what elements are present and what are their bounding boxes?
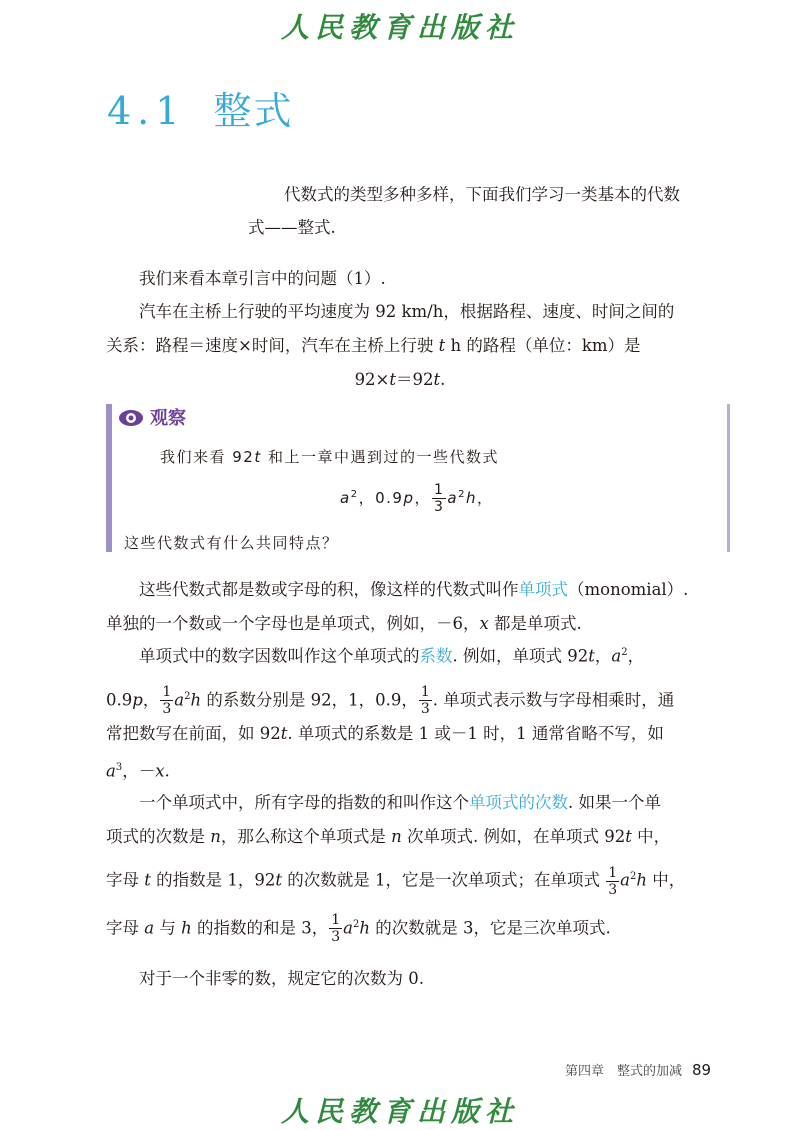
equation-distance: 92×t＝92t. (354, 370, 446, 389)
term-monomial: 单项式 (518, 580, 568, 599)
section-title (107, 80, 293, 135)
observe-box (106, 404, 730, 552)
observe-title: 观察 (118, 404, 186, 430)
chapter-name: 第四章 整式的加减 (565, 1064, 683, 1079)
publisher-logo-bottom: 人民教育出版社 (280, 1095, 519, 1128)
term-degree: 单项式的次数 (469, 793, 568, 812)
paragraph-3: 这些代数式都是数或字母的积，像这样的代数式叫作单项式（monomial）. 单独的一个数或一个字母也是单项式，例如，－6，x 都是单项式. (106, 580, 689, 633)
paragraph-2: 汽车在主桥上行驶的平均速度为 92 km/h，根据路程、速度、时间之间的 关系：路程＝速度×时间，汽车在主桥上行驶 t h 的路程（单位：km）是 (106, 302, 675, 355)
paragraph-5: 一个单项式中，所有字母的指数的和叫作这个单项式的次数. 如果一个单 项式的次数是 n，那么称这个单项式是 n 次单项式. 例如，在单项式 92t 中， 字母 t 的指数是 1，92t 的次数就是 1，它是一次单项式；在单项式 $\frac{1}{3}$ $a^2h$ 中， 字母 a 与 h 的指数的和是 3， $\frac{1}{3}$ $a^2h$ 的次数就是 3，它是三次单项式. (106, 793, 686, 945)
observe-line-1: 我们来看 92t 和上一章中遇到过的一些代数式 (160, 448, 500, 466)
section-name: 整式 (213, 89, 294, 133)
eye-icon (118, 408, 144, 428)
observe-expressions: $a^2$，0.9p， $\frac{1}{3}$ $a^2h$， (340, 482, 494, 515)
section-intro: 代数式的类型多种多样，下面我们学习一类基本的代数 式——整式. (248, 185, 680, 237)
fraction-one-third: $\frac{1}{3}$ (433, 482, 445, 515)
term-coefficient: 系数 (419, 646, 453, 666)
paragraph-4: 单项式中的数字因数叫作这个单项式的系数. 例如，单项式 92t，$a^2$， 0.9p， $\frac{1}{3}$ $a^2h$ 的系数分别是 92，1，0.9， $\frac{1}{3}$ . 单项式表示数与字母相乘时，通 常把数写在前面，如 92t. 单项式的系数是 1 或－1 时，1 通常省略不写，如 $a^3$，－x. (106, 646, 675, 781)
paragraph-1: 我们来看本章引言中的问题（1）. (139, 269, 386, 288)
paragraph-6: 对于一个非零的数，规定它的次数为 0. (139, 969, 424, 988)
section-number: 4.1 (107, 89, 186, 133)
page-number: 89 (692, 1061, 712, 1079)
observe-question: 这些代数式有什么共同特点？ (124, 534, 339, 552)
page-footer (565, 1060, 711, 1079)
publisher-logo-top: 人民教育出版社 (280, 11, 519, 44)
